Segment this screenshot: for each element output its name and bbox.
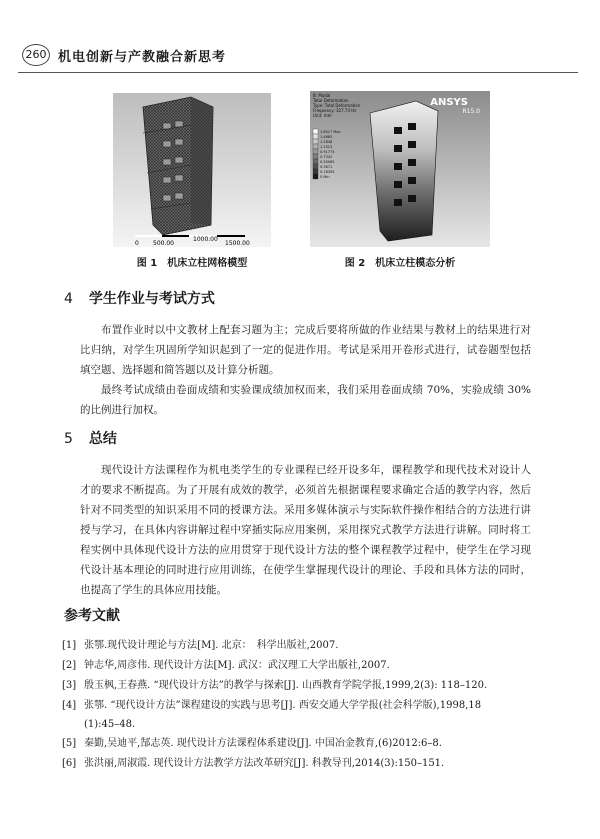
- scale-label-500: 500.00: [153, 240, 174, 247]
- svg-text:0.3671: 0.3671: [320, 165, 333, 169]
- header-rule: [18, 72, 578, 73]
- figure-2-modal-analysis: [310, 91, 490, 247]
- section-5-title: 总结: [88, 431, 117, 447]
- svg-text:1.6517 Max: 1.6517 Max: [320, 130, 341, 134]
- book-title: 机电创新与产教融合新思考: [58, 50, 227, 65]
- section-4-title: 学生作业与考试方式: [88, 291, 215, 307]
- contour-legend: [313, 129, 318, 179]
- section-5-paragraph-1: 现代设计方法课程作为机电类学生的专业课程已经开设多年，课程教学和现代技术对设计人才的要求不断提高。为了开展有成效的教学，必须首先根据课程要求确定合适的教学内容，然后针对不同类型的知识采用不同的授课方法。采用多媒体演示与实际软件操作相结合的方法进行讲授与学习，在具体内容讲解过程中穿插实际应用案例，采用探究式教学方法进行讲解。同时将工程实例中具体现代设计方法的应用贯穿于现代设计方法的整个课程教学过程中，使学生在学习现代设计基本理论的同时进行应用训练，在使学生掌握现代设计的理论、手段和具体方法的同时，也提高了学生的具体应用技能。: [80, 464, 531, 596]
- svg-text:1.1013: 1.1013: [320, 145, 333, 149]
- legend-line-5: Unit: mm: [313, 113, 332, 118]
- scale-label-0: 0: [135, 240, 139, 247]
- svg-text:0.7342: 0.7342: [320, 155, 333, 159]
- reference-item-3: [3] 殷玉枫,王春燕. “现代设计方法”的教学与探索[J]. 山西教育学院学报,1999,2(3): 118–120.: [62, 680, 488, 691]
- section-4-number: 4: [64, 291, 73, 307]
- references-heading: 参考文献: [64, 608, 120, 624]
- svg-text:1.4683: 1.4683: [320, 135, 333, 139]
- legend-line-4: Frequency: 327.74 Hz: [313, 108, 357, 113]
- svg-text:0.18355: 0.18355: [320, 170, 335, 174]
- ansys-logo-text: ANSYS: [430, 97, 468, 108]
- legend-line-3: Type: Total Deformation: [313, 103, 361, 108]
- section-5-heading: [64, 428, 117, 448]
- page-number: 260: [22, 44, 50, 66]
- legend-line-2: Total Deformation: [313, 98, 349, 103]
- figure-1-caption: 图 1 机床立柱网格模型: [136, 258, 248, 269]
- svg-text:0.55065: 0.55065: [320, 160, 335, 164]
- reference-item-6: [6] 张洪丽,周淑霞. 现代设计方法教学方法改革研究[J]. 科教导刊,2014(3):150–151.: [62, 758, 445, 769]
- section-4-heading: [64, 288, 215, 308]
- reference-item-1: [1] 张鄂.现代设计理论与方法[M]. 北京： 科学出版社,2007.: [62, 640, 339, 651]
- section-4-paragraph-2: 最终考试成绩由卷面成绩和实验课成绩加权而来，我们采用卷面成绩 70%，实验成绩 30% 的比例进行加权。: [80, 384, 531, 416]
- section-5-number: 5: [64, 431, 73, 447]
- reference-item-4: [4] 张鄂. “现代设计方法”课程建设的实践与思考[J]. 西安交通大学学报(社会科学版),1998,18 (1):45–48.: [62, 700, 482, 730]
- running-header: [18, 44, 578, 70]
- legend-line-1: B: Modal: [313, 93, 331, 98]
- reference-item-5: [5] 秦勤,吴迪平,郜志英. 现代设计方法课程体系建设[J]. 中国冶金教育,(6)2012:6–8.: [62, 738, 442, 749]
- section-4-paragraph-1: 布置作业时以中文教材上配套习题为主；完成后要将所做的作业结果与教材上的结果进行对比归纳，对学生巩固所学知识起到了一定的促进作用。考试是采用开卷形式进行，试卷题型包括填空题、选择题和简答题以及计算分析题。: [80, 324, 531, 376]
- svg-text:0 Min: 0 Min: [320, 175, 330, 179]
- svg-text:1.2848: 1.2848: [320, 140, 333, 144]
- scale-label-1500: 1500.00: [225, 240, 250, 247]
- figure-1-mesh-model: [113, 93, 271, 247]
- svg-text:0.91774: 0.91774: [320, 150, 335, 154]
- scale-label-1000: 1000.00: [193, 236, 218, 243]
- figure-2-caption: 图 2 机床立柱模态分析: [344, 258, 456, 269]
- ansys-version: R15.0: [462, 108, 480, 115]
- reference-item-2: [2] 钟志华,周彦伟. 现代设计方法[M]. 武汉：武汉理工大学出版社,2007.: [62, 660, 390, 671]
